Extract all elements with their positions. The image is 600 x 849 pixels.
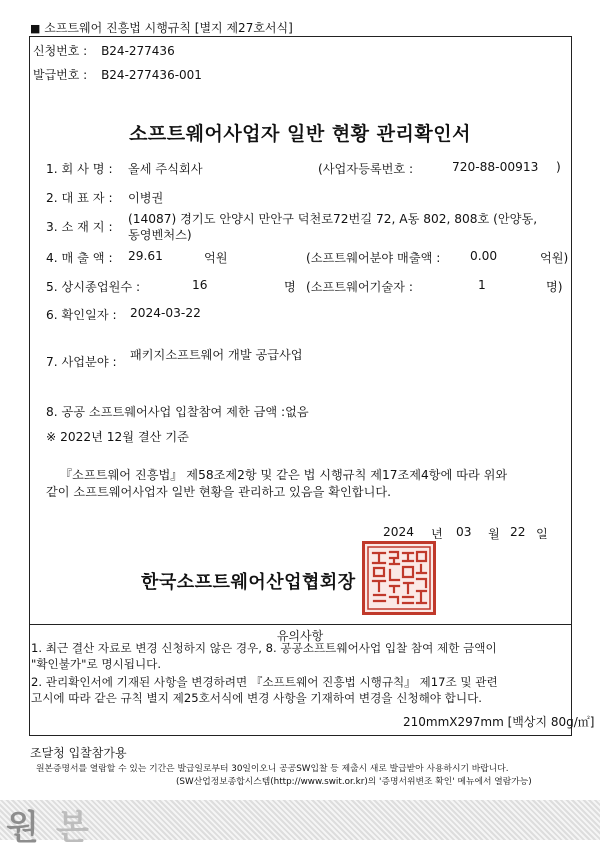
business-reg-close: ) — [556, 160, 561, 174]
sw-sales-unit: 억원) — [540, 251, 569, 265]
employees-label: 5. 상시종업원수 : — [46, 280, 141, 294]
statement-line-2: 같이 소프트웨어사업자 일반 현황을 관리하고 있음을 확인합니다. — [46, 485, 391, 499]
issue-date-day-unit: 일 — [536, 527, 548, 541]
footer-notice-2: (SW산업정보종합시스템(http://www.swit.or.kr)의 '증명서위변조 확인' 메뉴에서 열람가능) — [176, 777, 532, 787]
issue-date-day: 22 — [510, 525, 526, 539]
bid-limit-row — [46, 403, 309, 420]
application-label: 신청번호 : — [33, 44, 88, 58]
application-number-row — [33, 42, 175, 59]
sales-value: 29.61 — [128, 249, 163, 263]
note-1-line-2: "확인불가"로 명시됩니다. — [31, 657, 162, 671]
address-line-1: (14087) 경기도 안양시 만안구 덕천로72번길 72, A동 802, 808호 (안양동, — [128, 212, 538, 226]
business-reg-number: 720-88-00913 — [452, 160, 539, 174]
sw-engineers-unit: 명) — [546, 280, 563, 294]
issuer-name: 한국소프트웨어산업협회장 — [141, 572, 356, 593]
statement-line-1: 『소프트웨어 진흥법』 제58조제2항 및 같은 법 시행규칙 제17조제4항에 따라 위와 — [60, 468, 508, 482]
confirm-date-label: 6. 확인일자 : — [46, 308, 117, 322]
issue-number-row — [33, 66, 202, 83]
employees-unit: 명 — [284, 280, 296, 294]
issue-date-month: 03 — [456, 525, 472, 539]
form-header — [30, 19, 293, 36]
address-line-2: 동영벤처스) — [128, 228, 192, 242]
business-area-label: 7. 사업분야 : — [46, 355, 117, 369]
note-2-line-1: 2. 관리확인서에 기재된 사항을 변경하려면 『소프트웨어 진흥법 시행규칙』 제17조 및 관련 — [31, 675, 498, 689]
header-text: 소프트웨어 진흥법 시행규칙 [별지 제27호서식] — [44, 21, 293, 35]
sales-unit: 억원 — [204, 251, 228, 265]
confirm-date-value: 2024-03-22 — [130, 306, 201, 320]
header-marker: ■ — [30, 22, 41, 35]
footer-purpose: 조달청 입찰참가용 — [30, 746, 127, 760]
paper-spec: 210mmX297mm [백상지 80g/㎡] — [403, 715, 595, 729]
security-pattern — [0, 800, 600, 840]
company-value: 올세 주식회사 — [128, 162, 203, 176]
company-label: 1. 회 사 명 : — [46, 162, 113, 176]
sales-label: 4. 매 출 액 : — [46, 251, 113, 265]
watermark-right: 본 — [56, 808, 89, 848]
watermark-left: 원 — [6, 808, 39, 848]
ceo-label: 2. 대 표 자 : — [46, 191, 113, 205]
bid-limit-value: 없음 — [285, 405, 309, 419]
footer-notice-1: 원본증명서를 열람할 수 있는 기간은 발급일로부터 30일이오니 공공SW입찰 등 제출시 새로 발급받아 사용하시기 바랍니다. — [36, 764, 509, 774]
official-seal-icon — [362, 541, 436, 615]
basis-note: ※ 2022년 12월 결산 기준 — [46, 430, 189, 444]
note-2-line-2: 고시에 따라 같은 규칙 별지 제25호서식에 변경 사항을 기재하여 변경을 신청해야 합니다. — [31, 691, 482, 705]
business-area-value: 패키지소프트웨어 개발 공급사업 — [130, 348, 303, 362]
sw-sales-value: 0.00 — [470, 249, 498, 263]
sw-sales-label: (소프트웨어분야 매출액 : — [306, 251, 441, 265]
issue-number: B24-277436-001 — [101, 68, 202, 82]
bid-limit-label: 8. 공공 소프트웨어사업 입찰참여 제한 금액 : — [46, 405, 286, 419]
address-label: 3. 소 재 지 : — [46, 220, 113, 234]
notes-title: 유의사항 — [276, 629, 324, 643]
document-title: 소프트웨어사업자 일반 현황 관리확인서 — [129, 123, 471, 145]
sw-engineers-value: 1 — [478, 278, 486, 292]
issue-date-year-unit: 년 — [431, 527, 443, 541]
notes-divider — [29, 624, 572, 625]
issue-date-month-unit: 월 — [488, 527, 500, 541]
ceo-value: 이병권 — [128, 191, 164, 205]
issue-label: 발급번호 : — [33, 68, 88, 82]
issue-date-year: 2024 — [383, 525, 415, 539]
business-reg-label: (사업자등록번호 : — [318, 162, 414, 176]
employees-value: 16 — [192, 278, 208, 292]
sw-engineers-label: (소프트웨어기술자 : — [306, 280, 413, 294]
note-1-line-1: 1. 최근 결산 자료로 변경 신청하지 않은 경우, 8. 공공소프트웨어사업 입찰 참여 제한 금액이 — [31, 641, 497, 655]
application-number: B24-277436 — [101, 44, 175, 58]
